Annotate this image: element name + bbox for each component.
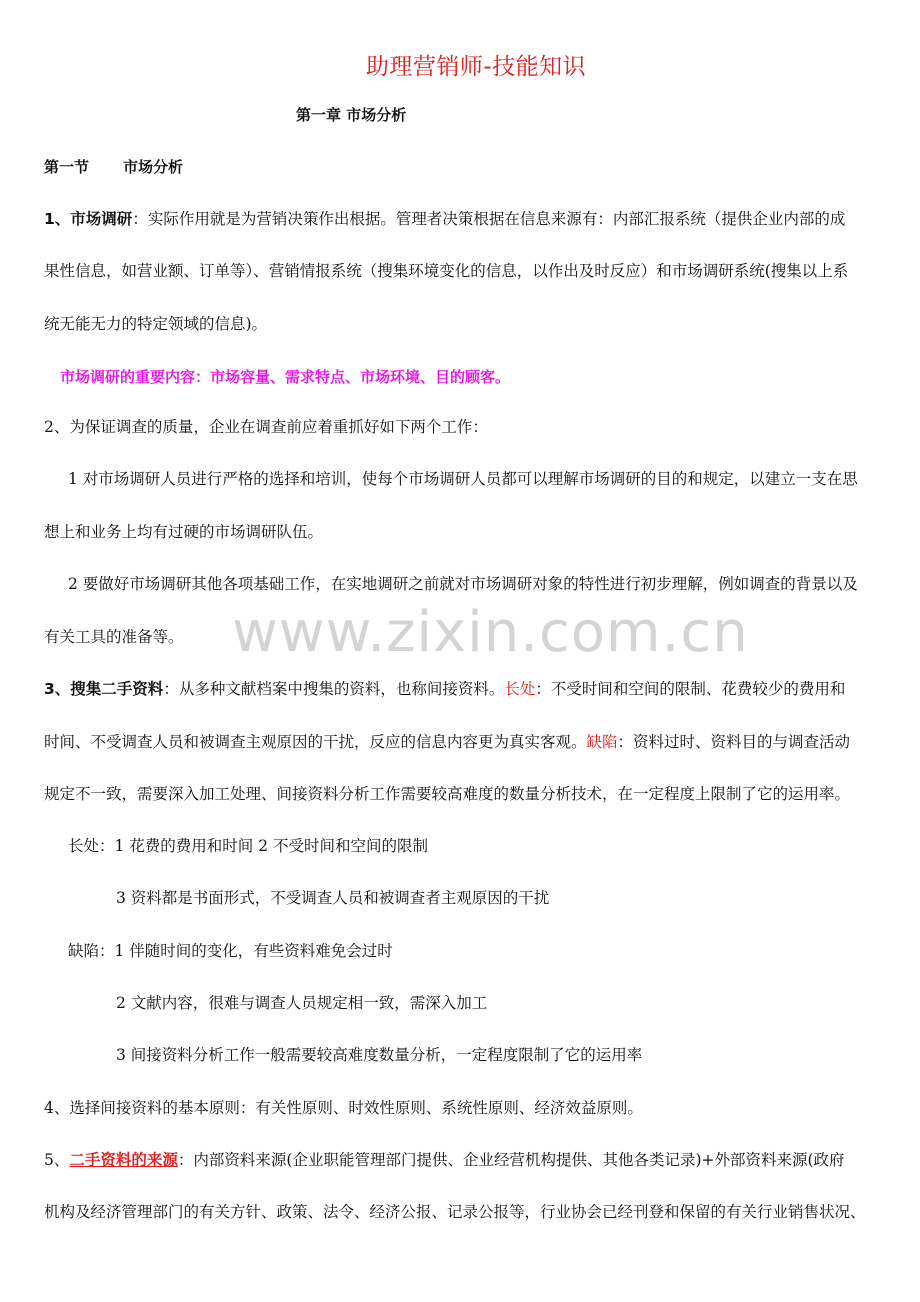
p3-number: 3、 [44, 680, 71, 698]
p5-text-1: ：内部资料来源(企业职能管理部门提供、企业经营机构提供、其他各类记录)+外部资料来源(政府 [177, 1151, 845, 1169]
cons-line-1: 缺陷：1 伴随时间的变化，有些资料难免会过时 [68, 942, 393, 960]
paragraph-1-line-2: 果性信息，如营业额、订单等）、营销情报系统（搜集环境变化的信息，以作出及时反应）和市场调研系统(搜集以上系 [44, 262, 849, 280]
p3-pro-label: 长处 [504, 680, 536, 698]
section-name: 市场分析 [123, 158, 184, 176]
paragraph-3-line-3: 规定不一致，需要深入加工处理、间接资料分析工作需要较高难度的数量分析技术，在一定程度上限制了它的运用率。 [44, 785, 851, 803]
p3-text-d: ：资料过时、资料目的与调查活动 [617, 733, 851, 751]
pros-line-1: 长处：1 花费的费用和时间 2 不受时间和空间的限制 [68, 837, 429, 855]
paragraph-2-item-1-cont: 想上和业务上均有过硬的市场调研队伍。 [44, 523, 324, 541]
p5-term: 二手资料的来源 [69, 1151, 178, 1169]
paragraph-2-item-2: 2 要做好市场调研其他各项基础工作，在实地调研之前就对市场调研对象的特性进行初步理解，例如调查的背景以及 [68, 575, 858, 593]
paragraph-1-line-1 [44, 208, 845, 230]
pros-line-2: 3 资料都是书面形式，不受调查人员和被调查者主观原因的干扰 [116, 889, 550, 907]
watermark: www.zixin.com.cn [232, 600, 749, 665]
p5-number: 5、 [44, 1151, 70, 1169]
paragraph-3-line-1 [44, 678, 845, 700]
p3-con-label: 缺陷 [586, 733, 618, 751]
highlight-note: 市场调研的重要内容：市场容量、需求特点、市场环境、目的顾客。 [60, 368, 511, 386]
cons-line-2: 2 文献内容，很难与调查人员规定相一致，需深入加工 [116, 994, 488, 1012]
section-number: 第一节 [44, 158, 90, 176]
p1-term: 市场调研 [70, 210, 133, 228]
section-heading [44, 156, 183, 177]
paragraph-5-line-2: 机构及经济管理部门的有关方针、政策、法令、经济公报、记录公报等，行业协会已经刊登和保留的有关行业销售状况、 [44, 1203, 866, 1221]
paragraph-2-item-1: 1 对市场调研人员进行严格的选择和培训，使每个市场调研人员都可以理解市场调研的目的和规定，以建立一支在思 [68, 470, 858, 488]
p1-text-1: ：实际作用就是为营销决策作出根据。管理者决策根据在信息来源有：内部汇报系统（提供企业内部的成 [132, 210, 846, 228]
paragraph-1-line-3: 统无能无力的特定领域的信息)。 [44, 315, 268, 333]
paragraph-2-item-2-cont: 有关工具的准备等。 [44, 628, 184, 646]
paragraph-4: 4、选择间接资料的基本原则：有关性原则、时效性原则、系统性原则、经济效益原则。 [44, 1099, 643, 1117]
p3-text-c: 时间、不受调查人员和被调查主观原因的干扰，反应的信息内容更为真实客观。 [44, 733, 587, 751]
p3-text-a: ：从多种文献档案中搜集的资料，也称间接资料。 [163, 680, 505, 698]
p1-number: 1、 [44, 210, 71, 228]
chapter-heading: 第一章 市场分析 [296, 106, 407, 124]
document-title: 助理营销师-技能知识 [365, 54, 587, 80]
paragraph-5-line-1 [44, 1149, 845, 1171]
paragraph-3-line-2 [44, 731, 850, 753]
p3-term: 搜集二手资料 [70, 680, 164, 698]
cons-line-3: 3 间接资料分析工作一般需要较高难度数量分析，一定程度限制了它的运用率 [116, 1046, 643, 1064]
paragraph-2-line-1: 2、为保证调查的质量，企业在调查前应着重抓好如下两个工作： [44, 418, 488, 436]
p3-text-b: ：不受时间和空间的限制、花费较少的费用和 [535, 680, 846, 698]
